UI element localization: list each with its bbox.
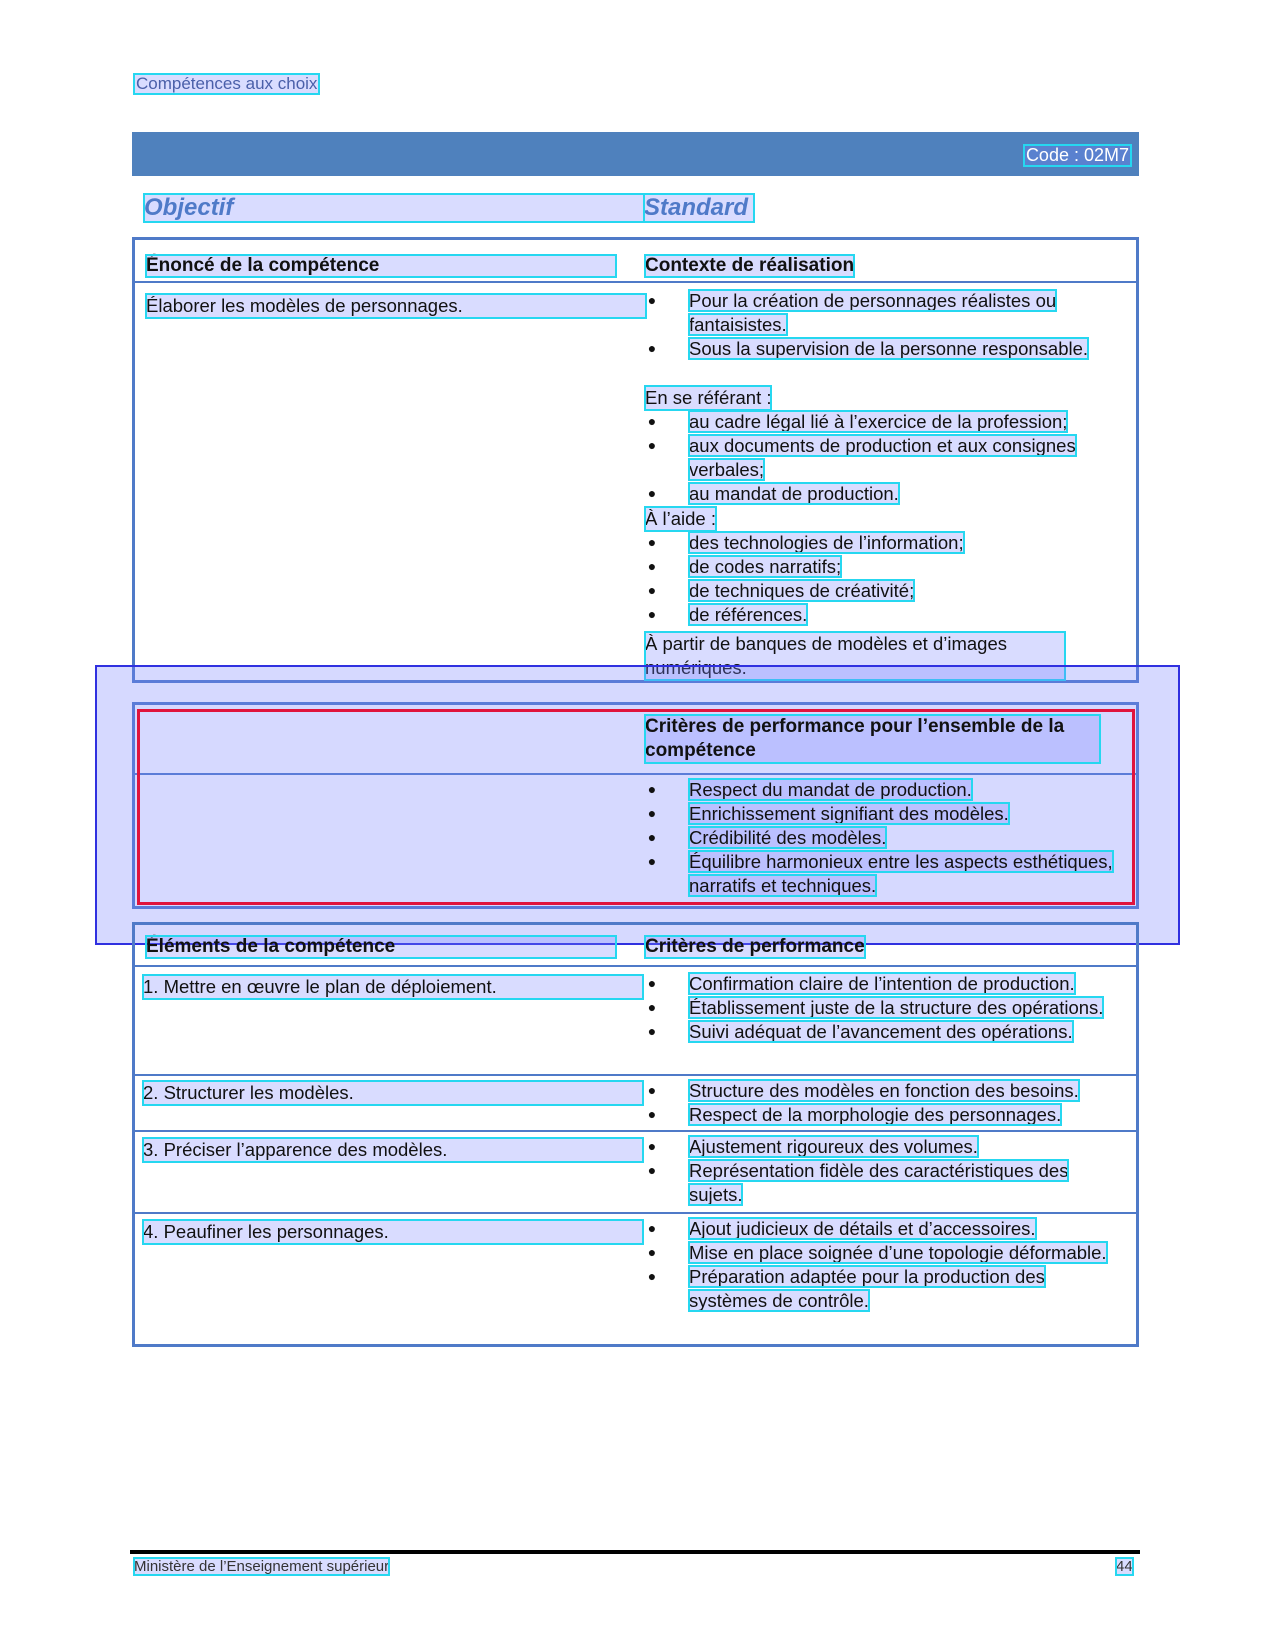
row-separator xyxy=(135,1212,1136,1214)
element-4-criteria xyxy=(645,1217,1115,1313)
closing-context: À partir de banques de modèles et d’images numériques. xyxy=(645,632,1065,680)
bullet-icon: ● xyxy=(647,1268,657,1284)
list-item: ● Mise en place soignée d’une topologie déformable. xyxy=(647,1242,1107,1263)
standard-title: Standard xyxy=(644,194,754,222)
bullet-icon: ● xyxy=(647,485,657,501)
elements-heading: Éléments de la compétence xyxy=(146,936,616,958)
list-item: ● Crédibilité des modèles. xyxy=(647,827,887,848)
bullet-icon: ● xyxy=(647,1082,657,1098)
element-2: 2. Structurer les modèles. xyxy=(143,1081,643,1105)
bullet-icon: ● xyxy=(647,340,657,356)
bullet-icon: ● xyxy=(647,1138,657,1154)
list-item: ● Pour la création de personnages réalistes ou fantaisistes. xyxy=(647,290,1057,335)
list-item: ● au cadre légal lié à l’exercice de la profession; xyxy=(647,411,1068,432)
bullet-icon: ● xyxy=(647,999,657,1015)
reference-intro: En se référant : xyxy=(645,387,772,408)
list-item: ● Représentation fidèle des caractéristiques des sujets. xyxy=(647,1160,1069,1205)
performance-heading: Critères de performance xyxy=(645,936,865,957)
list-item: ● Sous la supervision de la personne responsable. xyxy=(647,338,1089,359)
footer-ministry: Ministère de l’Enseignement supérieur xyxy=(134,1558,390,1575)
document-header-label: Compétences aux choix xyxy=(136,74,318,93)
list-item: ● Structure des modèles en fonction des besoins. xyxy=(647,1080,1079,1101)
list-item: ● Ajustement rigoureux des volumes. xyxy=(647,1136,978,1157)
statement-heading: Énoncé de la compétence xyxy=(146,255,616,277)
bullet-icon: ● xyxy=(647,1220,657,1236)
bullet-icon: ● xyxy=(647,534,657,550)
bullet-icon: ● xyxy=(647,606,657,622)
bullet-icon: ● xyxy=(647,1106,657,1122)
context-list-3 xyxy=(645,531,1115,627)
bullet-icon: ● xyxy=(647,1244,657,1260)
bullet-icon: ● xyxy=(647,1023,657,1039)
elements-header-divider xyxy=(135,965,1136,967)
list-item: ● de codes narratifs; xyxy=(647,556,842,577)
list-item: ● Suivi adéquat de l’avancement des opérations. xyxy=(647,1021,1073,1042)
context-heading: Contexte de réalisation xyxy=(645,255,855,276)
list-item: ● des technologies de l’information; xyxy=(647,532,964,553)
bullet-icon: ● xyxy=(647,853,657,869)
bullet-icon: ● xyxy=(647,805,657,821)
list-item: ● Confirmation claire de l’intention de production. xyxy=(647,973,1075,994)
list-item: ● Enrichissement signifiant des modèles. xyxy=(647,803,1009,824)
objective-title: Objectif xyxy=(144,194,644,222)
page-number: 44 xyxy=(1116,1558,1133,1575)
list-item: ● Ajout judicieux de détails et d’accessoires. xyxy=(647,1218,1036,1239)
code-bar xyxy=(132,132,1139,176)
element-3: 3. Préciser l’apparence des modèles. xyxy=(143,1138,643,1162)
bullet-icon: ● xyxy=(647,292,657,308)
context-list-2 xyxy=(645,410,1115,506)
list-item: ● au mandat de production. xyxy=(647,483,899,504)
element-1-criteria xyxy=(645,972,1115,1044)
aid-intro: À l’aide : xyxy=(645,508,716,529)
list-item: ● de références. xyxy=(647,604,808,625)
element-3-criteria xyxy=(645,1135,1115,1207)
element-4: 4. Peaufiner les personnages. xyxy=(143,1220,643,1244)
header-divider xyxy=(135,281,1136,283)
overall-criteria-list xyxy=(645,778,1115,898)
bullet-icon: ● xyxy=(647,558,657,574)
bullet-icon: ● xyxy=(647,1162,657,1178)
element-1: 1. Mettre en œuvre le plan de déploiement. xyxy=(143,975,643,999)
row-separator xyxy=(135,1074,1136,1076)
bullet-icon: ● xyxy=(647,437,657,453)
list-item: ● Respect du mandat de production. xyxy=(647,779,972,800)
footer-rule xyxy=(130,1550,1140,1554)
list-item: ● Établissement juste de la structure des opérations. xyxy=(647,997,1104,1018)
bullet-icon: ● xyxy=(647,975,657,991)
bullet-icon: ● xyxy=(647,413,657,429)
list-item: ● de techniques de créativité; xyxy=(647,580,915,601)
competency-code: Code : 02M7 xyxy=(1025,145,1129,165)
competency-statement: Élaborer les modèles de personnages. xyxy=(146,294,646,318)
element-2-criteria xyxy=(645,1079,1115,1127)
list-item: ● aux documents de production et aux consignes verbales; xyxy=(647,435,1076,480)
list-item: ● Équilibre harmonieux entre les aspects esthétiques, narratifs et techniques. xyxy=(647,851,1113,896)
bullet-icon: ● xyxy=(647,582,657,598)
overall-criteria-heading: Critères de performance pour l’ensemble de la compétence xyxy=(645,715,1100,763)
bullet-icon: ● xyxy=(647,829,657,845)
context-list-1 xyxy=(645,289,1115,361)
list-item: ● Respect de la morphologie des personnages. xyxy=(647,1104,1062,1125)
list-item: ● Préparation adaptée pour la production des systèmes de contrôle. xyxy=(647,1266,1045,1311)
bullet-icon: ● xyxy=(647,781,657,797)
row-separator xyxy=(135,1130,1136,1132)
